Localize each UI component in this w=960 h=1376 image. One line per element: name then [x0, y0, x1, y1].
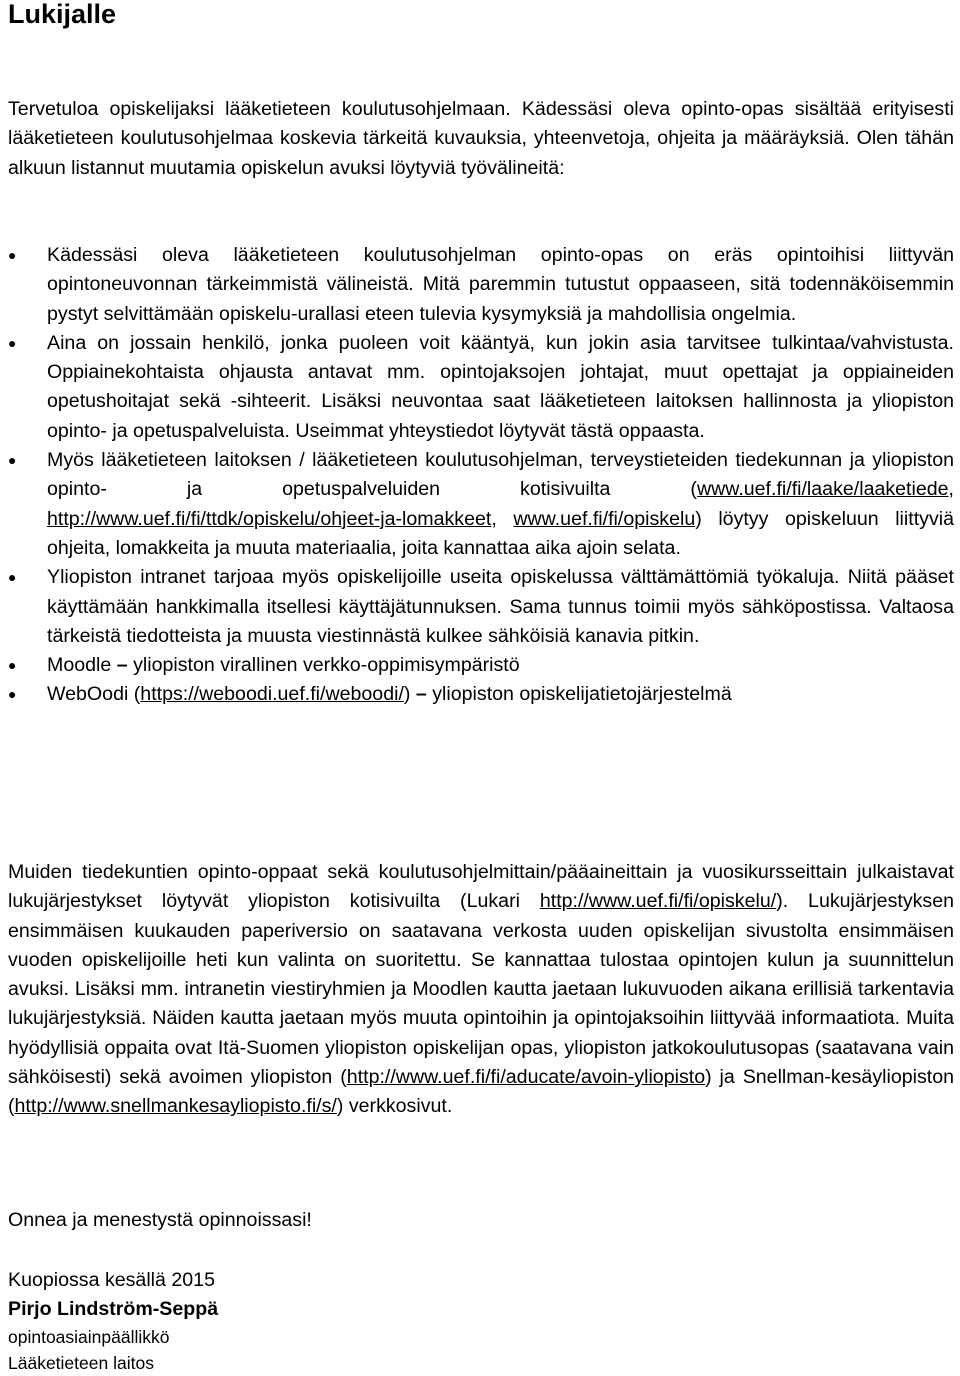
bullet-icon: ● — [8, 452, 17, 469]
moodle-description: yliopiston virallinen verkko-oppimisympäristö — [133, 654, 520, 677]
signature-place-date: Kuopiossa kesällä 2015 — [8, 1269, 215, 1291]
bullet-icon: ● — [8, 247, 17, 263]
outro-text: Muiden tiedekuntien opinto-oppaat sekä koulutusohjelmittain/pääaineittain ja vuosikursseittain julkaistavat lukujärjestykset löytyvät yliopiston kotisivuilta (Lukari — [8, 861, 954, 913]
opiskelu-lukari-link[interactable]: http://www.uef.fi/fi/opiskelu/ — [539, 890, 777, 913]
bullet-icon: ● — [8, 657, 17, 674]
weboodi-name: WebOodi ( — [47, 683, 141, 706]
list-item-text: Aina on jossain henkilö, jonka puoleen voit kääntyä, kun jokin asia tarvitsee tulkintaa/vahvistusta. Oppiainekohtaista ohjausta antavat mm. opintojaksojen johtajat, muut opettajat ja oppiaineiden opetushoitajat sekä -sihteerit. Lisäksi neuvontaa saat lääketieteen laitoksen hallinnosta ja yliopiston opinto- ja opetuspalveluista. Useimmat yhteystiedot löytyvät tästä oppaasta. — [47, 331, 954, 442]
snellman-link[interactable]: http://www.snellmankesayliopisto.fi/s/ — [14, 1095, 337, 1118]
weboodi-link[interactable]: https://weboodi.uef.fi/weboodi/ — [140, 683, 404, 706]
closing-greeting: Onnea ja menestystä opinnoissasi! — [8, 1209, 312, 1231]
tool-list — [8, 241, 954, 710]
signature-department: Lääketieteen laitos — [8, 1353, 154, 1373]
outro-text: ) ja Snellman-kesäyliopiston ( — [8, 1066, 954, 1118]
page-title: Lukijalle — [8, 0, 117, 29]
signature-name: Pirjo Lindström-Seppä — [8, 1298, 219, 1320]
avoin-yliopisto-link[interactable]: http://www.uef.fi/fi/aducate/avoin-yliopisto — [346, 1066, 706, 1089]
signature-role: opintoasiainpäällikkö — [8, 1327, 170, 1347]
list-item-text: ) löytyy opiskeluun liittyviä ohjeita, lomakkeita ja muuta materiaalia, joita kannattaa aika ajoin selata. — [47, 507, 955, 559]
list-item-text: Yliopiston intranet tarjoaa myös opiskelijoille useita opiskelussa välttämättömiä työkaluja. Niitä pääset käyttämään hankkimalla itsellesi käyttäjätunnuksen. Sama tunnus toimii myös sähköpostissa. Valtaosa tärkeistä tiedotteista ja muusta viestinnästä kulkee sähköisiä kanavia pitkin. — [47, 566, 954, 647]
list-item-weboodi — [8, 680, 954, 709]
list-item — [8, 563, 954, 651]
opiskelu-link[interactable]: www.uef.fi/fi/opiskelu — [513, 507, 696, 530]
ttdk-ohjeet-link[interactable]: http://www.uef.fi/fi/ttdk/opiskelu/ohjeet-ja-lomakkeet — [47, 507, 492, 530]
outro-text: ) verkkosivut. — [336, 1095, 453, 1118]
outro-text: ). Lukujärjestyksen ensimmäisen kuukauden paperiversio on saatavana verkosta uuden opiskelijan sivustolta ensimmäisen vuoden opiskelijoille heti kun valinta on suoritettu. Se kannattaa tulostaa opintojen kulun ja suunnittelun avuksi. Lisäksi mm. intranetin viestiryhmien ja Moodlen kautta jaetaan lukuvuoden aikana erillisiä tarkentavia lukujärjestyksiä. Näiden kautta jaetaan myös muuta opintoihin ja opintojaksoihin liittyvää informaatiota. Muita hyödyllisiä oppaita ovat Itä-Suomen yliopiston opiskelijan opas, yliopiston jatkokoulutusopas (saatavana vain sähköisesti) sekä avoimen yliopiston ( — [8, 890, 954, 1089]
weboodi-description: yliopiston opiskelijatietojärjestelmä — [432, 683, 732, 706]
dash: – — [116, 654, 128, 677]
list-item-moodle — [8, 651, 954, 680]
moodle-name: Moodle — [47, 654, 112, 677]
list-item — [8, 329, 954, 446]
bullet-icon: ● — [8, 686, 17, 703]
separator: , — [491, 507, 514, 530]
list-item-text: Kädessäsi oleva lääketieteen koulutusohjelman opinto-opas on eräs opintoihisi liittyvän opintoneuvonnan tärkeimmistä välineistä. Mitä paremmin tutustut oppaaseen, sitä todennäköisemmin pystyt selvittämään opiskelu-urallasi eteen tulevia kysymyksiä ja mahdollisia ongelmia. — [47, 244, 954, 325]
bullet-icon: ● — [8, 334, 17, 351]
weboodi-name-close: ) — [403, 683, 411, 706]
laaketiede-link[interactable]: www.uef.fi/fi/laake/laaketiede — [696, 478, 949, 501]
bullet-icon: ● — [8, 569, 17, 586]
signature-block — [8, 1267, 218, 1376]
list-item-text: Myös lääketieteen laitoksen / lääketieteen koulutusohjelman, terveystieteiden tiedekunnan ja yliopiston opinto- ja opetuspalveluiden kotisivuilta ( — [47, 449, 954, 501]
list-item — [8, 241, 954, 329]
separator: , — [948, 478, 954, 501]
list-item — [8, 446, 954, 563]
intro-paragraph: Tervetuloa opiskelijaksi lääketieteen koulutusohjelmaan. Kädessäsi oleva opinto-opas sisältää erityisesti lääketieteen koulutusohjelmaa koskevia tärkeitä kuvauksia, yhteenvetoja, ohjeita ja määräyksiä. Olen tähän alkuun listannut muutamia opiskelun avuksi löytyviä työvälineitä: — [8, 98, 954, 179]
outro-paragraph — [8, 858, 954, 1122]
dash: – — [415, 683, 427, 706]
